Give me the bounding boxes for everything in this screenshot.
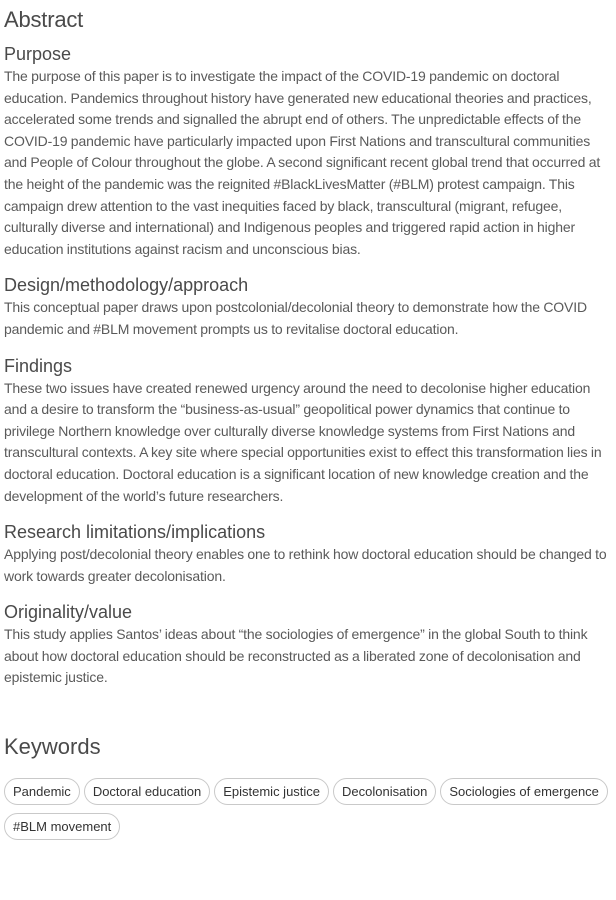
abstract-heading: Abstract	[4, 7, 84, 32]
keyword-link-sociologies-of-emergence[interactable]: Sociologies of emergence	[440, 778, 608, 805]
keywords-heading: Keywords	[4, 734, 101, 760]
keyword-list	[4, 778, 612, 840]
keyword-link-blm-movement[interactable]: #BLM movement	[4, 813, 120, 840]
section-heading-findings: Findings	[4, 355, 73, 376]
abstract-section-design	[4, 273, 616, 340]
section-heading-limitations: Research limitations/implications	[4, 522, 266, 543]
section-text-limitations: Applying post/decolonial theory enables one to rethink how doctoral education should be changed to work towards greater decolonisation.	[4, 546, 607, 584]
abstract-section-purpose	[4, 42, 616, 260]
abstract-section-limitations	[4, 520, 616, 587]
section-text-findings: These two issues have created renewed urgency around the need to decolonise higher education and a desire to transform the “business-as-usual” geopolitical power dynamics that continue to privilege Northern knowledge over culturally diverse knowledge systems from First Nations and transcultural contexts. A key site where special opportunities exist to effect this transformation lies in doctoral education. Doctoral education is a significant location of new knowledge creation and the development of the world’s future researchers.	[4, 379, 602, 504]
section-heading-design: Design/methodology/approach	[4, 275, 249, 296]
keyword-link-pandemic[interactable]: Pandemic	[4, 778, 80, 805]
keyword-link-doctoral-education[interactable]: Doctoral education	[84, 778, 210, 805]
section-heading-purpose: Purpose	[4, 44, 72, 64]
abstract-section-originality	[4, 600, 616, 689]
keyword-link-epistemic-justice[interactable]: Epistemic justice	[214, 778, 329, 805]
section-text-design: This conceptual paper draws upon postcolonial/decolonial theory to demonstrate how the COVID pandemic and #BLM movement prompts us to revitalise doctoral education.	[4, 299, 587, 337]
section-heading-originality: Originality/value	[4, 602, 133, 623]
section-text-purpose: The purpose of this paper is to investigate the impact of the COVID-19 pandemic on doctoral education. Pandemics throughout history have generated new educational theories and practices, accelerated some trends and signalled the abrupt end of others. The unpredictable effects of the COVID-19 pandemic have particularly impacted upon First Nations and transcultural communities and People of Colour throughout the globe. A second significant recent global trend that occurred at the height of the pandemic was the reignited #BlackLivesMatter (#BLM) protest campaign. This campaign drew attention to the vast inequities faced by black, transcultural (migrant, refugee, culturally diverse and international) and Indigenous peoples and triggered rapid action in higher education institutions against racism and unconscious bias.	[4, 68, 601, 257]
keyword-link-decolonisation[interactable]: Decolonisation	[333, 778, 436, 805]
section-text-originality: This study applies Santos’ ideas about “the sociologies of emergence” in the global South to think about how doctoral education should be reconstructed as a liberated zone of decolonisation and epistemic justice.	[4, 626, 588, 686]
abstract-section-findings	[4, 354, 616, 508]
